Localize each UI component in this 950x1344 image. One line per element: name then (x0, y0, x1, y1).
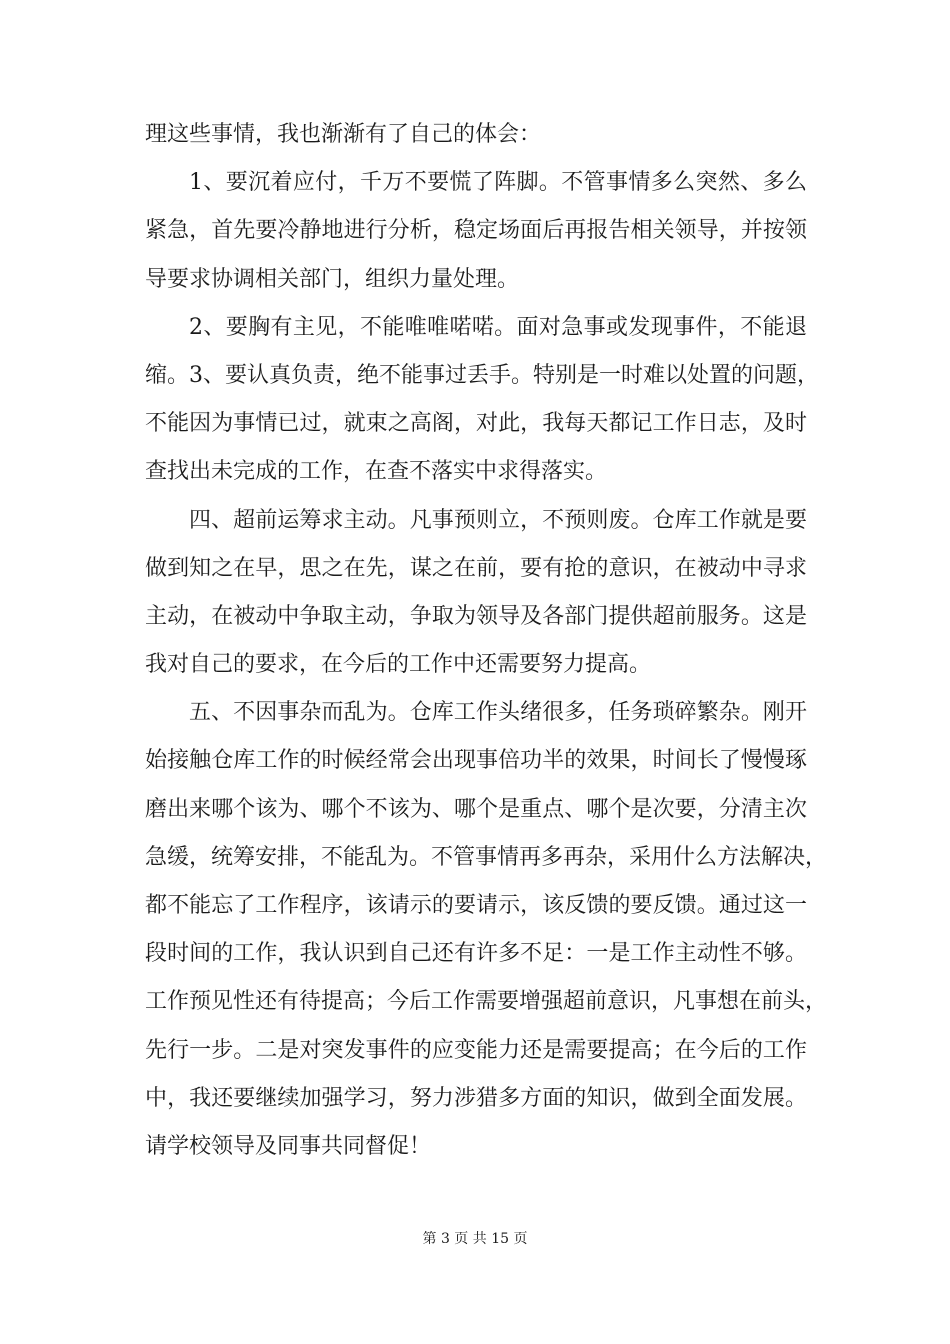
text-line: 主动，在被动中争取主动，争取为领导及各部门提供超前服务。这是 (145, 603, 807, 629)
text-line: 段时间的工作，我认识到自己还有许多不足：一是工作主动性不够。 (145, 941, 807, 967)
text-line: 查找出未完成的工作，在查不落实中求得落实。 (145, 459, 608, 485)
text-line: 先行一步。二是对突发事件的应变能力还是需要提高；在今后的工作 (145, 1037, 807, 1063)
text-line: 做到知之在早，思之在先，谋之在前，要有抢的意识，在被动中寻求 (145, 555, 807, 581)
document-body (145, 111, 828, 1171)
text-line: 紧急，首先要冷静地进行分析，稳定场面后再报告相关领导，并按领 (145, 218, 807, 244)
text-line: 不能因为事情已过，就束之高阁，对此，我每天都记工作日志，及时 (145, 411, 807, 437)
text-line: 理这些事情，我也渐渐有了自己的体会： (145, 122, 542, 147)
text-line: 2、要胸有主见，不能唯唯喏喏。面对急事或发现事件，不能退 (189, 314, 807, 340)
text-line: 五、不因事杂而乱为。仓库工作头绪很多，任务琐碎繁杂。刚开 (189, 700, 807, 726)
text-line: 急缓，统筹安排，不能乱为。不管事情再多再杂，采用什么方法解决， (145, 844, 828, 870)
text-line: 请学校领导及同事共同督促！ (145, 1133, 432, 1159)
text-line: 我对自己的要求，在今后的工作中还需要努力提高。 (145, 652, 652, 678)
text-line: 1、要沉着应付，千万不要慌了阵脚。不管事情多么突然、多么 (189, 170, 807, 196)
text-line: 缩。3、要认真负责，绝不能事过丢手。特别是一时难以处置的问题， (145, 362, 819, 388)
text-line: 四、超前运筹求主动。凡事预则立，不预则废。仓库工作就是要 (189, 507, 807, 533)
text-line: 始接触仓库工作的时候经常会出现事倍功半的效果，时间长了慢慢琢 (145, 748, 807, 774)
text-line: 磨出来哪个该为、哪个不该为、哪个是重点、哪个是次要，分清主次 (145, 796, 807, 822)
text-line: 中，我还要继续加强学习，努力涉猎多方面的知识，做到全面发展。 (145, 1085, 807, 1111)
page-number-footer: 第 3 页 共 15 页 (422, 1231, 528, 1247)
text-line: 导要求协调相关部门，组织力量处理。 (145, 266, 520, 292)
text-line: 工作预见性还有待提高；今后工作需要增强超前意识，凡事想在前头， (145, 989, 828, 1015)
text-line: 都不能忘了工作程序，该请示的要请示，该反馈的要反馈。通过这一 (145, 893, 807, 918)
